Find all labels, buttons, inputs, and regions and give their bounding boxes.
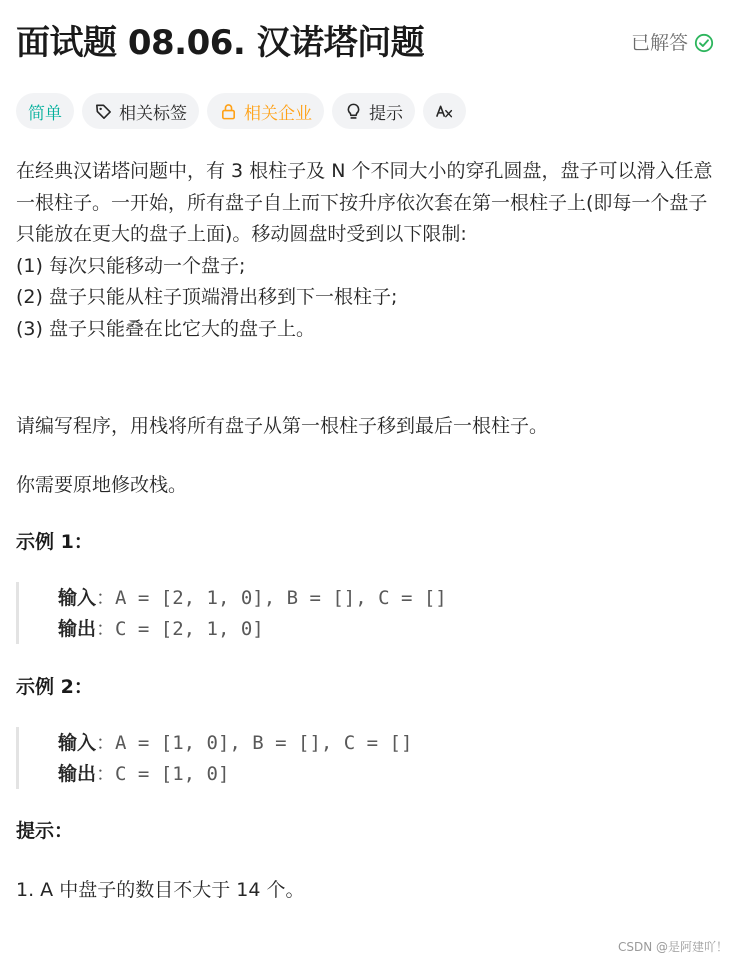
- output-label: 输出: [58, 763, 97, 785]
- problem-header: [16, 20, 720, 66]
- input-value: ：A = [1, 0], B = [], C = []: [96, 732, 413, 754]
- example-1-output: [58, 613, 706, 644]
- solved-label: 已解答: [630, 32, 688, 54]
- translate-button[interactable]: [423, 93, 466, 129]
- rule-item: (3) 盘子只能叠在比它大的盘子上。: [16, 317, 315, 340]
- tag-bar: [16, 93, 466, 129]
- lightbulb-icon: [344, 102, 363, 121]
- hints-button[interactable]: [332, 93, 415, 129]
- related-tags-label: 相关标签: [119, 103, 187, 124]
- description-intro: 在经典汉诺塔问题中，有 3 根柱子及 N 个不同大小的穿孔圆盘，盘子可以滑入任意一根柱子。一开始，所有盘子自上而下按升序依次套在第一根柱子上(即每一个盘子只能放在更大的盘子上面)。移动圆盘时受到以下限制:: [16, 160, 713, 245]
- hints-heading: 提示：: [16, 820, 74, 842]
- input-label: 输入: [58, 732, 97, 754]
- hints-label: 提示: [369, 103, 403, 124]
- output-value: ：C = [2, 1, 0]: [96, 618, 264, 640]
- example-1-block: [16, 582, 706, 644]
- input-label: 输入: [58, 587, 97, 609]
- example-2-heading: 示例 2：: [16, 676, 93, 698]
- input-value: ：A = [2, 1, 0], B = [], C = []: [96, 587, 447, 609]
- example-1-input: [58, 582, 706, 613]
- example-2-input: [58, 727, 706, 758]
- related-companies-label: 相关企业: [244, 103, 312, 124]
- lock-icon: [219, 102, 238, 121]
- output-value: ：C = [1, 0]: [96, 763, 230, 785]
- example-2-block: [16, 727, 706, 789]
- output-label: 输出: [58, 618, 97, 640]
- solved-status: [631, 29, 714, 57]
- example-1-heading: 示例 1：: [16, 531, 93, 553]
- difficulty-badge[interactable]: [16, 93, 74, 129]
- translate-icon: [435, 102, 454, 121]
- related-companies-button[interactable]: [207, 93, 324, 129]
- watermark: CSDN @是阿建吖！: [617, 940, 728, 954]
- hint-item: 1. A 中盘子的数目不大于 14 个。: [16, 879, 305, 901]
- inplace-note: 你需要原地修改栈。: [16, 474, 188, 496]
- rule-item: (2) 盘子只能从柱子顶端滑出移到下一根柱子;: [16, 286, 398, 308]
- problem-title: 面试题 08.06. 汉诺塔问题: [16, 23, 425, 63]
- difficulty-label: 简单: [28, 103, 62, 124]
- problem-description: [16, 156, 720, 345]
- rule-item: (1) 每次只能移动一个盘子;: [16, 254, 246, 277]
- tag-icon: [94, 102, 113, 121]
- check-circle-icon: [694, 33, 714, 53]
- example-2-output: [58, 758, 706, 789]
- related-tags-button[interactable]: [82, 93, 199, 129]
- task-text: 请编写程序，用栈将所有盘子从第一根柱子移到最后一根柱子。: [16, 415, 549, 437]
